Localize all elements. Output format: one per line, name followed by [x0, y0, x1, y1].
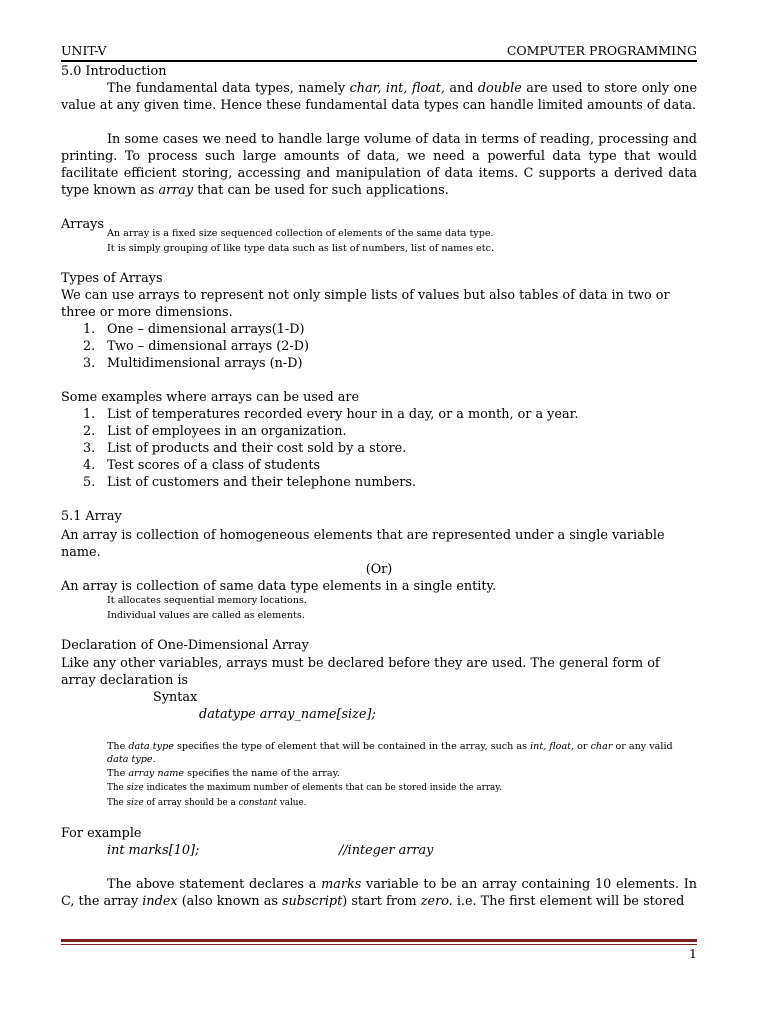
types-heading: Types of Arrays	[61, 271, 163, 286]
declaration-bullet: The size indicates the maximum number of elements that can be stored inside the array.	[107, 783, 502, 793]
list-item: 2. Two – dimensional arrays (2-D)	[83, 339, 309, 354]
intro-heading: 5.0 Introduction	[61, 64, 167, 79]
arrays-bullet: It is simply grouping of like type data such as list of numbers, list of names etc.	[107, 243, 495, 254]
declaration-heading: Declaration of One-Dimensional Array	[61, 638, 309, 653]
array-bullet: Individual values are called as elements.	[107, 610, 305, 621]
list-item: 4. Test scores of a class of students	[83, 458, 321, 473]
arrays-heading: Arrays	[61, 217, 104, 232]
syntax-label: Syntax	[153, 690, 198, 705]
list-item: 5. List of customers and their telephone numbers.	[83, 475, 417, 490]
header-unit: UNIT-V	[61, 43, 107, 58]
page-number: 1	[689, 946, 697, 961]
list-item: 1. One – dimensional arrays(1-D)	[83, 322, 305, 337]
header-subject: COMPUTER PROGRAMMING	[506, 43, 697, 58]
array-definition-1: An array is collection of homogeneous elements that are represented under a single variable name.	[61, 528, 665, 560]
array-definition-2: An array is collection of same data type elements in a single entity.	[61, 579, 497, 594]
or-text: (Or)	[365, 562, 393, 577]
arrays-bullet: An array is a fixed size sequenced collection of elements of the same data type.	[107, 228, 494, 239]
array-section-heading: 5.1 Array	[61, 509, 122, 524]
declaration-bullet: The size of array should be a constant value.	[107, 798, 307, 808]
syntax-code: datatype array_name[size];	[199, 707, 376, 722]
header-rule	[61, 60, 697, 62]
types-list	[61, 321, 697, 372]
list-item: 3. List of products and their cost sold by a store.	[83, 441, 407, 456]
examples-heading: Some examples where arrays can be used are	[61, 390, 360, 405]
list-item: 3. Multidimensional arrays (n-D)	[83, 356, 303, 371]
footer-rule-thin	[61, 944, 697, 945]
types-text: We can use arrays to represent not only simple lists of values but also tables of data in two or three or more dimensions.	[61, 288, 670, 320]
intro-paragraph-1: The fundamental data types, namely char, int, float, and double are used to store only one value at any given time. Hence these fundamental data types can handle limited amounts of data.	[61, 81, 698, 113]
declaration-text: Like any other variables, arrays must be declared before they are used. The general form of array declaration is	[61, 656, 660, 688]
list-item: 1. List of temperatures recorded every hour in a day, or a month, or a year.	[83, 407, 579, 422]
example-paragraph: The above statement declares a marks variable to be an array containing 10 elements. In C, the array index (also known as subscript) start from zero. i.e. The first element will be stored	[61, 877, 697, 909]
examples-list	[61, 406, 697, 491]
document-page	[61, 0, 697, 1024]
example-comment: //integer array	[339, 843, 434, 858]
example-heading: For example	[61, 826, 142, 841]
page-body	[61, 63, 697, 910]
example-code: int marks[10]; //integer array	[107, 843, 434, 858]
array-bullet: It allocates sequential memory locations.	[107, 595, 307, 606]
declaration-bullet: The data type specifies the type of element that will be contained in the array, such as int, float, or char or any valid data type.	[107, 741, 673, 765]
page-header	[61, 43, 697, 61]
declaration-bullet: The array name specifies the name of the array.	[107, 768, 340, 779]
list-item: 2. List of employees in an organization.	[83, 424, 347, 439]
footer-rule-thick	[61, 939, 697, 942]
intro-paragraph-2: In some cases we need to handle large volume of data in terms of reading, processing and printing. To process such large amounts of data, we need a powerful data type that would facilitate efficient storing, accessing and manipulation of data items. C supports a derived data type known as array that can be used for such applications.	[61, 132, 697, 198]
